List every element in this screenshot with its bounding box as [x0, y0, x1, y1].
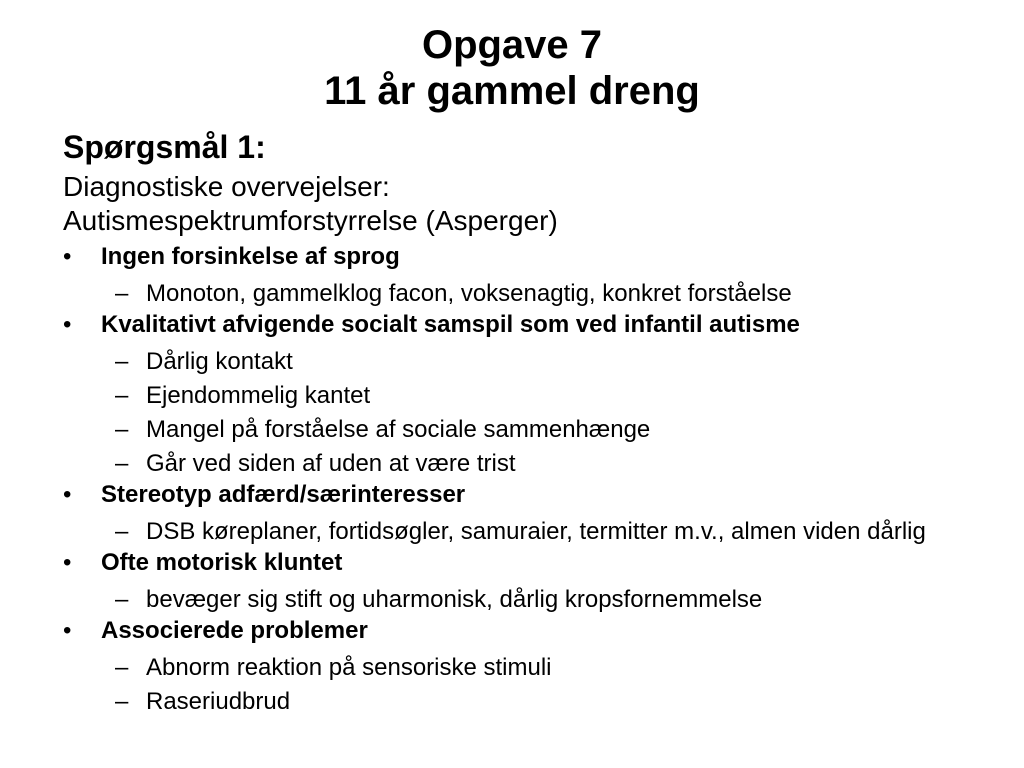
bullet-item-social: [63, 310, 963, 340]
sub-item: [63, 587, 963, 612]
sub-marker: –: [115, 348, 129, 375]
bullet-list: [63, 242, 963, 714]
slide-body: [63, 128, 963, 714]
sub-item: [63, 417, 963, 442]
sub-item: [63, 689, 963, 714]
sub-item-text: Raseriudbrud: [146, 688, 291, 715]
sub-marker: –: [115, 280, 129, 307]
bullet-marker: •: [63, 617, 72, 644]
sub-list: [63, 519, 963, 544]
sub-list: [63, 349, 963, 476]
bullet-marker: •: [63, 311, 72, 338]
bullet-label: Stereotyp adfærd/særinteresser: [101, 481, 466, 508]
sub-item: [63, 383, 963, 408]
bullet-item-language: [63, 242, 963, 272]
question-heading: Spørgsmål 1:: [63, 129, 266, 165]
bullet-label: Ingen forsinkelse af sprog: [101, 243, 400, 270]
sub-item-text: Går ved siden af uden at være trist: [146, 450, 516, 477]
sub-item-text: Abnorm reaktion på sensoriske stimuli: [146, 654, 552, 681]
sub-item-text: Ejendommelig kantet: [146, 382, 371, 409]
bullet-item-stereotyped-behavior: [63, 480, 963, 510]
bullet-label: Ofte motorisk kluntet: [101, 549, 343, 576]
sub-item-text: Dårlig kontakt: [146, 348, 293, 375]
slide-title: [0, 22, 1024, 114]
sub-item: [63, 281, 963, 306]
sub-marker: –: [115, 416, 129, 443]
bullet-marker: •: [63, 549, 72, 576]
title-line-1: Opgave 7: [421, 23, 603, 67]
bullet-label: Associerede problemer: [101, 617, 368, 644]
sub-list: [63, 655, 963, 714]
sub-marker: –: [115, 450, 129, 477]
sub-item-text: bevæger sig stift og uharmonisk, dårlig kropsfornemmelse: [146, 586, 763, 613]
bullet-marker: •: [63, 243, 72, 270]
sub-list: [63, 587, 963, 612]
intro-line-2: Autismespektrumforstyrrelse (Asperger): [63, 205, 558, 236]
bullet-marker: •: [63, 481, 72, 508]
bullet-item-motor: [63, 548, 963, 578]
sub-item-text: Monoton, gammelklog facon, voksenagtig, konkret forståelse: [146, 280, 792, 307]
sub-marker: –: [115, 586, 129, 613]
sub-marker: –: [115, 688, 129, 715]
sub-item: [63, 349, 963, 374]
bullet-item-associated-problems: [63, 616, 963, 646]
sub-item-text: DSB køreplaner, fortidsøgler, samuraier, termitter m.v., almen viden dårlig: [146, 518, 926, 545]
sub-item: [63, 519, 963, 544]
sub-item-text: Mangel på forståelse af sociale sammenhænge: [146, 416, 651, 443]
bullet-label: Kvalitativt afvigende socialt samspil som ved infantil autisme: [101, 311, 800, 338]
sub-marker: –: [115, 654, 129, 681]
intro-line-1: Diagnostiske overvejelser:: [63, 171, 390, 202]
sub-list: [63, 281, 963, 306]
sub-item: [63, 451, 963, 476]
sub-item: [63, 655, 963, 680]
sub-marker: –: [115, 518, 129, 545]
title-line-2: 11 år gammel dreng: [324, 69, 700, 113]
sub-marker: –: [115, 382, 129, 409]
